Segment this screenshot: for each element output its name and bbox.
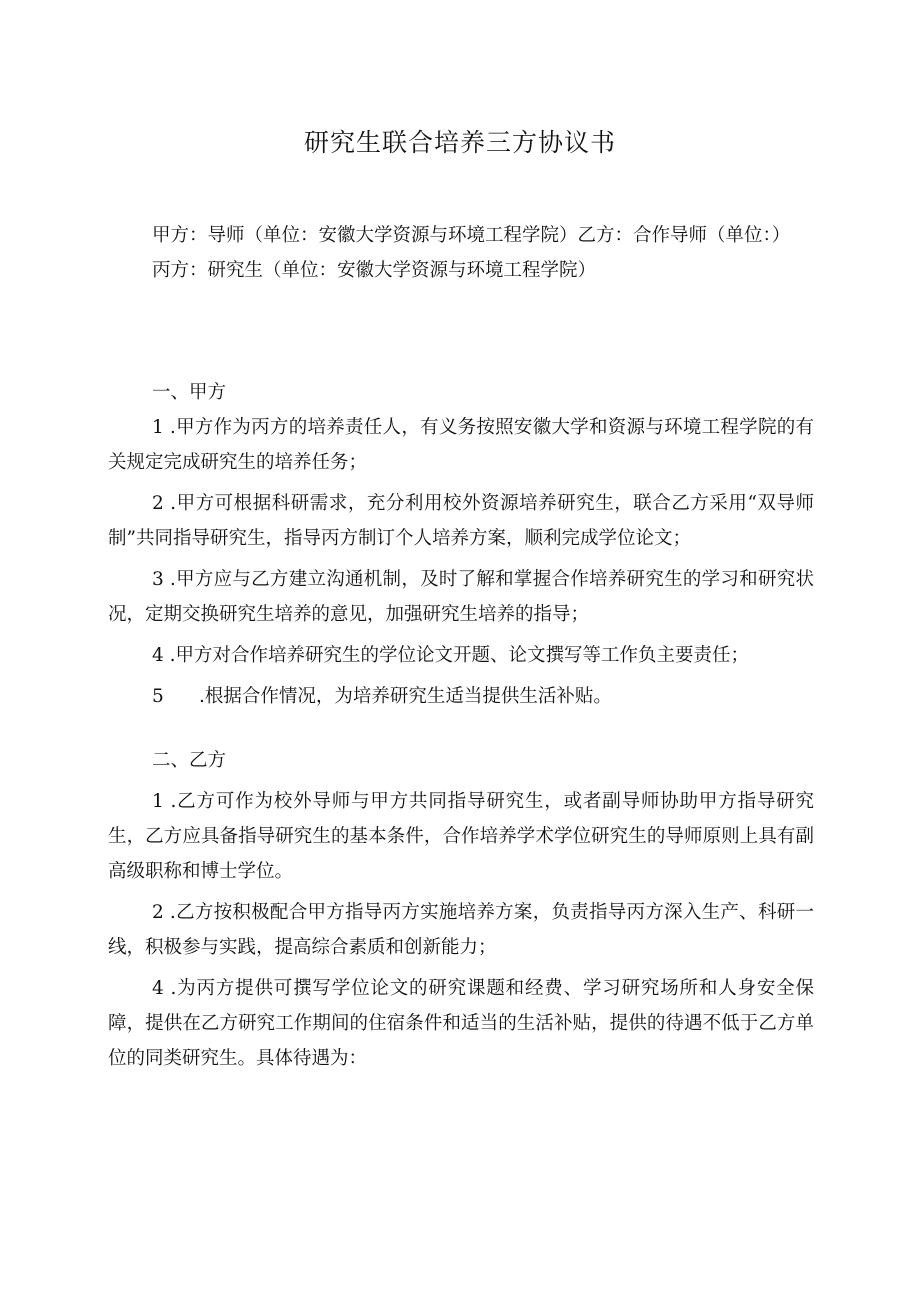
section-a-heading: 一、甲方	[152, 382, 227, 403]
party-line-c: 丙方：研究生（单位：安徽大学资源与环境工程学院）	[152, 260, 597, 281]
section-b-item-4: 4 .为丙方提供可撰写学位论文的研究课题和经费、学习研究场所和人身安全保障，提供在乙方研究工作期间的住宿条件和适当的生活补贴，提供的待遇不低于乙方单位的同类研究生。具体待遇为：	[108, 978, 814, 1069]
section-b-item-2: 2 .乙方按积极配合甲方指导丙方实施培养方案，负责指导丙方深入生产、科研一线，积极参与实践，提高综合素质和创新能力；	[108, 902, 814, 958]
section-a-item-2: 2 .甲方可根据科研需求，充分利用校外资源培养研究生，联合乙方采用“双导师制”共同指导研究生，指导丙方制订个人培养方案，顺利完成学位论文；	[108, 493, 814, 549]
section-a-item-4: 4 .甲方对合作培养研究生的学位论文开题、论文撰写等工作负主要责任；	[152, 645, 750, 666]
section-b-items	[108, 784, 814, 1076]
document-title: 研究生联合培养三方协议书	[303, 128, 616, 157]
section-a-item-3: 3 .甲方应与乙方建立沟通机制，及时了解和掌握合作培养研究生的学习和研究状况，定期交换研究生培养的意见，加强研究生培养的指导；	[108, 569, 814, 625]
parties-block	[108, 218, 814, 288]
section-a-item-1: 1 .甲方作为丙方的培养责任人，有义务按照安徽大学和资源与环境工程学院的有关规定完成研究生的培养任务；	[108, 417, 814, 473]
section-a-item-5: 5 .根据合作情况，为培养研究生适当提供生活补贴。	[152, 686, 612, 707]
party-line-a-b: 甲方：导师（单位：安徽大学资源与环境工程学院）乙方：合作导师（单位：）	[152, 225, 791, 246]
section-b-heading: 二、乙方	[152, 750, 227, 771]
section-b-item-1: 1 .乙方可作为校外导师与甲方共同指导研究生，或者副导师协助甲方指导研究生，乙方应具备指导研究生的基本条件，合作培养学术学位研究生的导师原则上具有副高级职称和博士学位。	[108, 791, 814, 882]
section-b	[108, 743, 814, 778]
section-a-items	[108, 410, 814, 714]
section-a	[108, 375, 814, 410]
